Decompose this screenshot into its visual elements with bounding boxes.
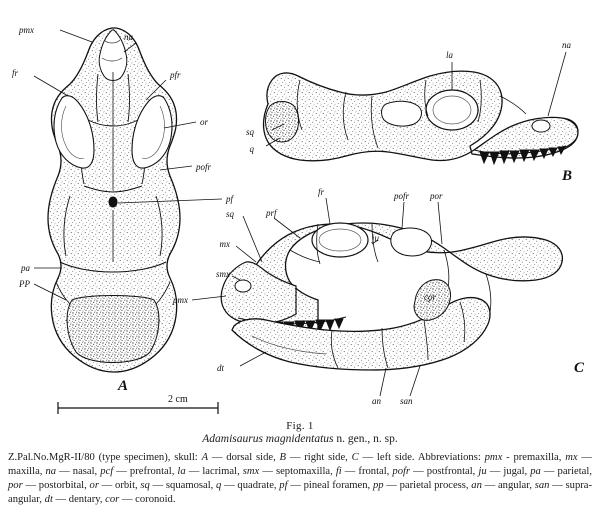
svg-text:na: na	[562, 40, 571, 50]
svg-text:or: or	[200, 117, 209, 127]
svg-text:pfr: pfr	[170, 70, 181, 80]
svg-text:cor: cor	[424, 292, 436, 302]
svg-text:dt: dt	[216, 363, 224, 373]
svg-text:PP: PP	[19, 279, 30, 289]
svg-text:san: san	[400, 396, 413, 406]
scale-bar-label: 2 cm	[168, 394, 188, 405]
svg-text:sq: sq	[225, 209, 234, 219]
svg-text:por: por	[430, 191, 443, 201]
svg-text:na: na	[124, 32, 133, 42]
svg-text:prf: prf	[266, 208, 277, 218]
panel-letter-b: B	[562, 168, 573, 184]
species-authority: n. gen., n. sp.	[336, 433, 398, 445]
svg-text:pa: pa	[21, 263, 30, 273]
panel-c-left-lateral-skull	[192, 198, 585, 396]
svg-text:q: q	[249, 144, 254, 154]
svg-text:an: an	[372, 396, 381, 406]
figure-species-line	[0, 433, 600, 445]
svg-text:sq: sq	[245, 127, 254, 137]
svg-text:pmx: pmx	[173, 295, 188, 305]
figure-caption-block	[0, 420, 600, 507]
figure-number: Fig. 1	[286, 420, 314, 432]
species-name: Adamisaurus magnidentatus	[202, 433, 334, 445]
svg-text:fr: fr	[11, 68, 18, 78]
svg-text:smx: smx	[216, 269, 230, 279]
svg-text:pofr: pofr	[394, 191, 410, 201]
svg-text:ju: ju	[372, 233, 380, 243]
svg-text:pmx: pmx	[19, 25, 34, 35]
panel-a-dorsal-skull	[34, 28, 222, 394]
svg-text:mx: mx	[219, 239, 230, 249]
panel-b-right-lateral-skull	[264, 52, 579, 184]
scale-bar	[58, 394, 218, 414]
panel-letter-a: A	[118, 378, 129, 394]
caption-text: Z.Pal.No.MgR-II/80 (type specimen), skull: A — dorsal side, B — right side, C — left side. Abbreviations: pmx - premaxilla, mx — maxilla, na — nasal, pcf — prefrontal, la — lacrimal, smx — septomaxilla, fi — frontal, pofr — postfrontal, ju — jugal, pa — parietal, por — postorbital, or — orbit, sq — squamosal, q — quadrate, pf — pineal foramen, pp — parietal process, an — angular, san — supra-angular, dt — dentary, cor — coronoid.	[8, 452, 592, 505]
svg-text:la: la	[446, 50, 454, 60]
svg-text:pf: pf	[226, 194, 234, 204]
caption-abbrev-intro: Abbreviations:	[417, 452, 485, 463]
caption-specimen: Z.Pal.No.MgR-II/80 (type specimen), skull:	[8, 452, 202, 463]
svg-text:pofr: pofr	[196, 162, 212, 172]
panel-letter-c: C	[574, 360, 585, 376]
svg-text:fr: fr	[318, 187, 325, 197]
